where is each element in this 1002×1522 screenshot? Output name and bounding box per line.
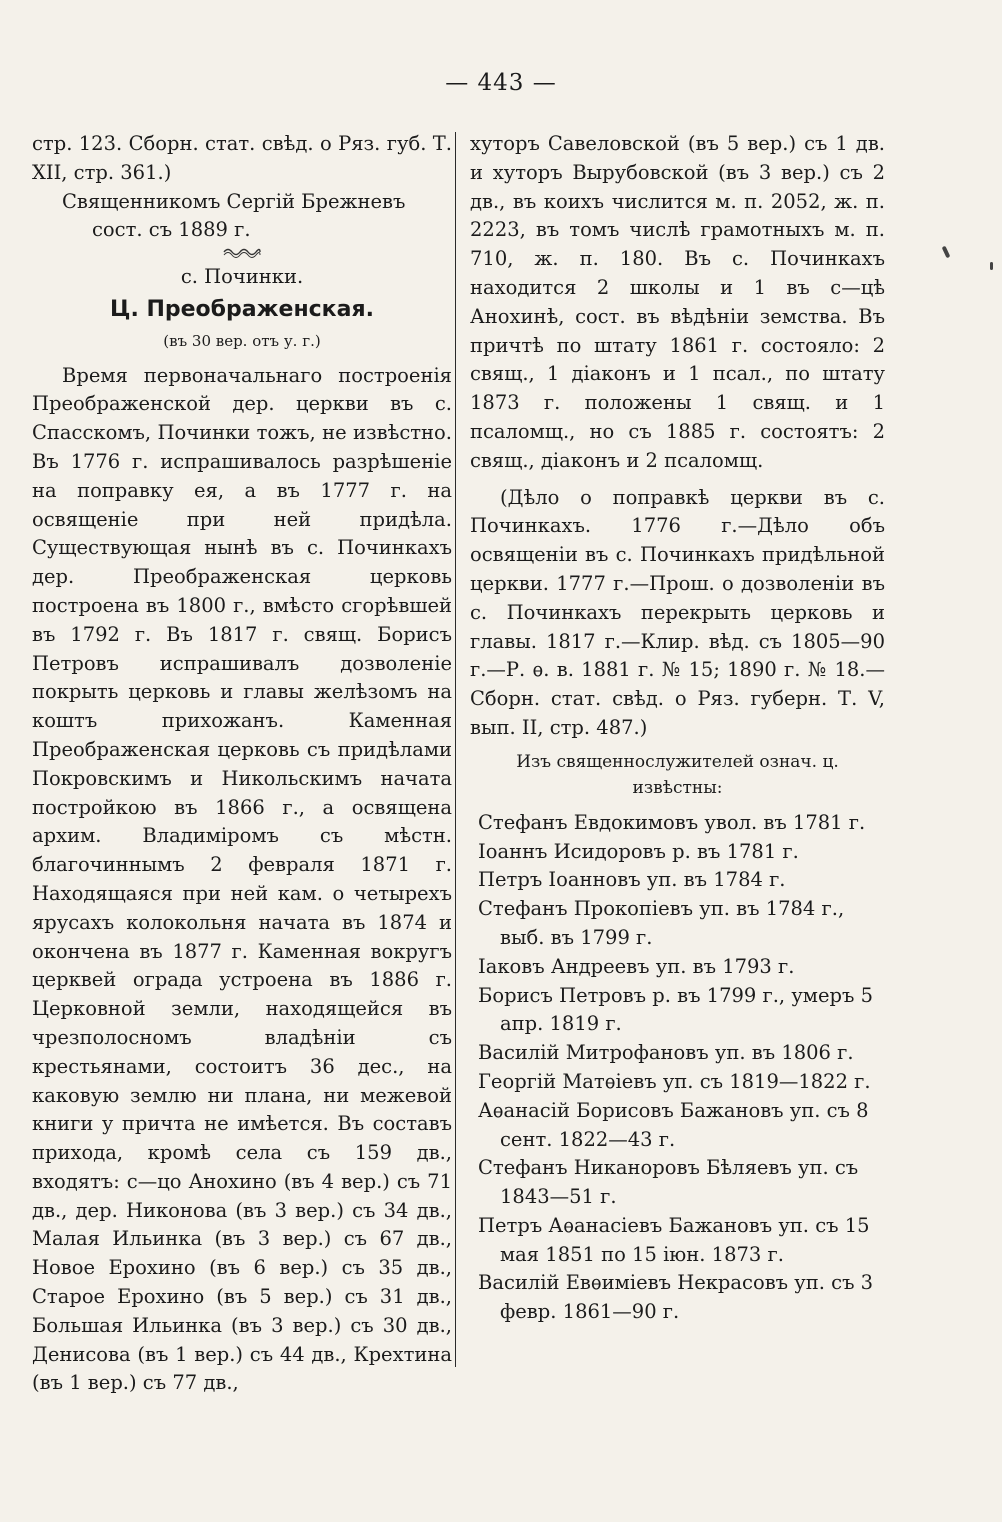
source-continuation: стр. 123. Сборн. стат. свѣд. о Ряз. губ. Т. XII, стр. 361.) xyxy=(32,132,452,184)
page-number: — 443 — xyxy=(445,70,557,96)
right-column xyxy=(470,130,885,1327)
parish-text: хуторъ Савеловской (въ 5 вер.) съ 1 дв. и хуторъ Вырубовской (въ 3 вер.) съ 2 дв., въ коихъ числится м. п. 2052, ж. п. 2223, въ томъ числѣ грамотныхъ м. п. 710, ж. п. 180. Въ с. Починкахъ находится 2 школы и 1 въ с—цѣ Анохинѣ, сост. въ вѣдѣніи земства. Въ причтѣ по штату 1861 г. состояло: 2 свящ., 1 діаконъ и 1 псал., по штату 1873 г. положены 1 свящ. и 1 псаломщ., но съ 1885 г. состоятъ: 2 свящ., діаконъ и 2 псаломщ. xyxy=(470,132,885,472)
clergy-entry: Іаковъ Андреевъ уп. въ 1793 г. xyxy=(478,954,795,978)
clergy-entry: Георгій Матѳіевъ уп. съ 1819—1822 г. xyxy=(478,1069,871,1093)
clergy-heading: Изъ священнослужителей означ. ц. извѣстны: xyxy=(516,751,839,798)
clergy-entry: Петръ Аѳанасіевъ Бажановъ уп. съ 15 мая 1851 по 15 іюн. 1873 г. xyxy=(478,1213,870,1266)
clergy-list xyxy=(470,809,885,1327)
ink-speck xyxy=(942,246,951,259)
clergy-entry: Борисъ Петровъ р. въ 1799 г., умеръ 5 апр. 1819 г. xyxy=(478,983,873,1036)
clergy-entry: Петръ Іоанновъ уп. въ 1784 г. xyxy=(478,868,786,892)
distance-note: (въ 30 вер. отъ у. г.) xyxy=(163,331,321,350)
church-history-text: Время первоначальнаго построенія Преображенской дер. церкви въ с. Спасскомъ, Починки тожъ, не извѣстно. Въ 1776 г. испрашивалось разрѣшеніе на поправку ея, а въ 1777 г. на освященіе при ней придѣла. Существующая нынѣ въ с. Починкахъ дер. Преображенская церковь построена въ 1800 г., вмѣсто сгорѣвшей въ 1792 г. Въ 1817 г. свящ. Борисъ Петровъ испрашивалъ дозволеніе покрыть церковь и главы желѣзомъ на коштъ прихожанъ. Каменная Преображенская церковь съ придѣлами Покровскимъ и Никольскимъ начата постройкою въ 1866 г., а освящена архим. Владиміромъ съ мѣстн. благочиннымъ 2 февраля 1871 г. Находящаяся при ней кам. о четырехъ ярусахъ колокольня начата въ 1874 и окончена въ 1877 г. Каменная вокругъ церквей ограда устроена въ 1886 г. Церковной земли, находящейся въ чрезполосномъ владѣніи съ крестьянами, состоитъ 36 дес., на каковую землю ни плана, ни межевой книги у причта не имѣется. Въ составъ прихода, кромѣ села съ 159 дв., входятъ: с—цо Анохино (въ 4 вер.) съ 71 дв., дер. Никонова (въ 3 вер.) съ 34 дв., Малая Ильинка (въ 3 вер.) съ 67 дв., Новое Ерохино (въ 6 вер.) съ 35 дв., Старое Ерохино (въ 5 вер.) съ 31 дв., Большая Ильинка (въ 3 вер.) съ 30 дв., Денисова (въ 1 вер.) съ 44 дв., Крехтина (въ 1 вер.) съ 77 дв., xyxy=(32,363,452,1395)
church-title: Ц. Преображенская. xyxy=(110,296,374,322)
clergy-entry: Аѳанасій Борисовъ Бажановъ уп. съ 8 сент. 1822—43 г. xyxy=(478,1098,869,1151)
priest-line: Священникомъ Сергій Брежневъ сост. съ 1889 г. xyxy=(62,189,406,242)
clergy-entry: Іоаннъ Исидоровъ р. въ 1781 г. xyxy=(478,839,799,863)
place-name: с. Починки. xyxy=(180,265,304,289)
column-divider xyxy=(455,132,456,1367)
archival-sources: (Дѣло о поправкѣ церкви въ с. Починкахъ. 1776 г.—Дѣло объ освященіи въ с. Починкахъ придѣльной церкви. 1777 г.—Прош. о дозволеніи въ с. Починкахъ перекрыть церковь и главы. 1817 г.—Клир. вѣд. съ 1805—90 г.—Р. ѳ. в. 1881 г. № 15; 1890 г. № 18.—Сборн. стат. свѣд. о Ряз. губерн. Т. V, вып. II, стр. 487.) xyxy=(470,485,885,739)
clergy-entry: Стефанъ Прокопіевъ уп. въ 1784 г., выб. въ 1799 г. xyxy=(478,897,845,949)
ink-speck xyxy=(990,262,993,270)
clergy-entry: Василій Митрофановъ уп. въ 1806 г. xyxy=(478,1041,854,1065)
clergy-entry: Василій Евѳиміевъ Некрасовъ уп. съ 3 февр. 1861—90 г. xyxy=(478,1271,874,1324)
ornament-divider xyxy=(222,245,262,259)
left-column xyxy=(32,130,452,1398)
clergy-entry: Стефанъ Никаноровъ Бѣляевъ уп. съ 1843—51 г. xyxy=(478,1156,859,1209)
clergy-entry: Стефанъ Евдокимовъ увол. въ 1781 г. xyxy=(478,810,866,834)
